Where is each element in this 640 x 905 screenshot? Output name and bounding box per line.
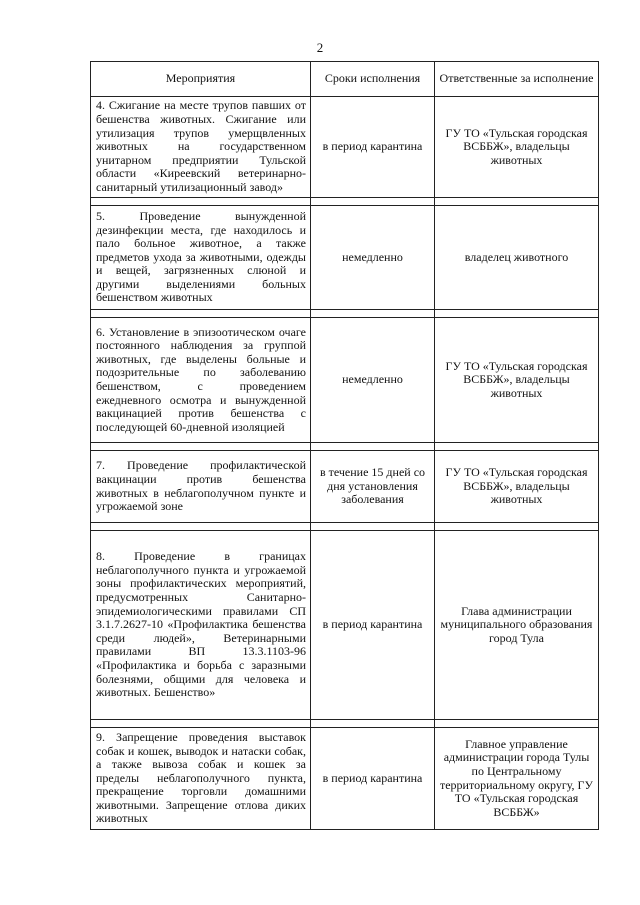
- table-row: [91, 97, 599, 198]
- responsible-cell: Главное управление администрации города Тулы по Центральному территориальному округу, ГУ ТО «Тульская городская ВСББЖ»: [435, 728, 599, 830]
- deadline-cell: в период карантина: [311, 531, 435, 720]
- row-gap: [91, 720, 599, 728]
- table-header-row: [91, 62, 599, 97]
- deadline-cell: в период карантина: [311, 728, 435, 830]
- header-measures: Мероприятия: [91, 62, 311, 97]
- measure-cell: 8. Проведение в границах неблагополучного пункта и угрожаемой зоны профилактических мероприятий, предусмотренных Санитарно-эпидемиологическими правилами СП 3.1.7.2627-10 «Профилактика бешенства среди людей», Ветеринарными правилами ВП 13.3.1103-96 «Профилактика и борьба с заразными болезнями, общими для человека и животных. Бешенство»: [91, 531, 311, 720]
- header-responsible: Ответственные за исполнение: [435, 62, 599, 97]
- table-row: [91, 206, 599, 310]
- table-row: [91, 531, 599, 720]
- measure-cell: 5. Проведение вынужденной дезинфекции места, где находилось и пало больное животное, а также предметов ухода за животными, одежды и вещей, загрязненных слюной и другими выделениями больных бешенством животных: [91, 206, 311, 310]
- row-gap: [91, 198, 599, 206]
- responsible-cell: владелец животного: [435, 206, 599, 310]
- measures-table: [90, 61, 599, 830]
- deadline-cell: в период карантина: [311, 97, 435, 198]
- deadline-cell: немедленно: [311, 318, 435, 443]
- measure-cell: 7. Проведение профилактической вакцинации против бешенства животных в неблагополучном пункте и угрожаемой зоне: [91, 451, 311, 523]
- table-row: [91, 451, 599, 523]
- responsible-cell: ГУ ТО «Тульская городская ВСББЖ», владельцы животных: [435, 451, 599, 523]
- header-deadline: Сроки исполнения: [311, 62, 435, 97]
- responsible-cell: Глава администрации муниципального образования город Тула: [435, 531, 599, 720]
- row-gap: [91, 443, 599, 451]
- measure-cell: 6. Установление в эпизоотическом очаге постоянного наблюдения за группой животных, где выделены больные и подозрительные по заболеванию бешенством, с проведением ежедневного осмотра и вынужденной вакцинацией против бешенства с последующей 60-дневной изоляцией: [91, 318, 311, 443]
- table-row: [91, 318, 599, 443]
- responsible-cell: ГУ ТО «Тульская городская ВСББЖ», владельцы животных: [435, 318, 599, 443]
- page-number: 2: [316, 40, 324, 55]
- row-gap: [91, 310, 599, 318]
- measure-cell: 9. Запрещение проведения выставок собак и кошек, выводок и натаски собак, а также вывоза собак и кошек за пределы неблагополучного пункта, прекращение торговли домашними животными. Запрещение отлова диких животных: [91, 728, 311, 830]
- deadline-cell: в течение 15 дней со дня установления заболевания: [311, 451, 435, 523]
- table-row: [91, 728, 599, 830]
- measure-cell: 4. Сжигание на месте трупов павших от бешенства животных. Сжигание или утилизация трупов умерщвленных животных на государственном унитарном предприятии Тульской области «Киреевский ветеринарно-санитарный утилизационный завод»: [91, 97, 311, 198]
- row-gap: [91, 523, 599, 531]
- responsible-cell: ГУ ТО «Тульская городская ВСББЖ», владельцы животных: [435, 97, 599, 198]
- deadline-cell: немедленно: [311, 206, 435, 310]
